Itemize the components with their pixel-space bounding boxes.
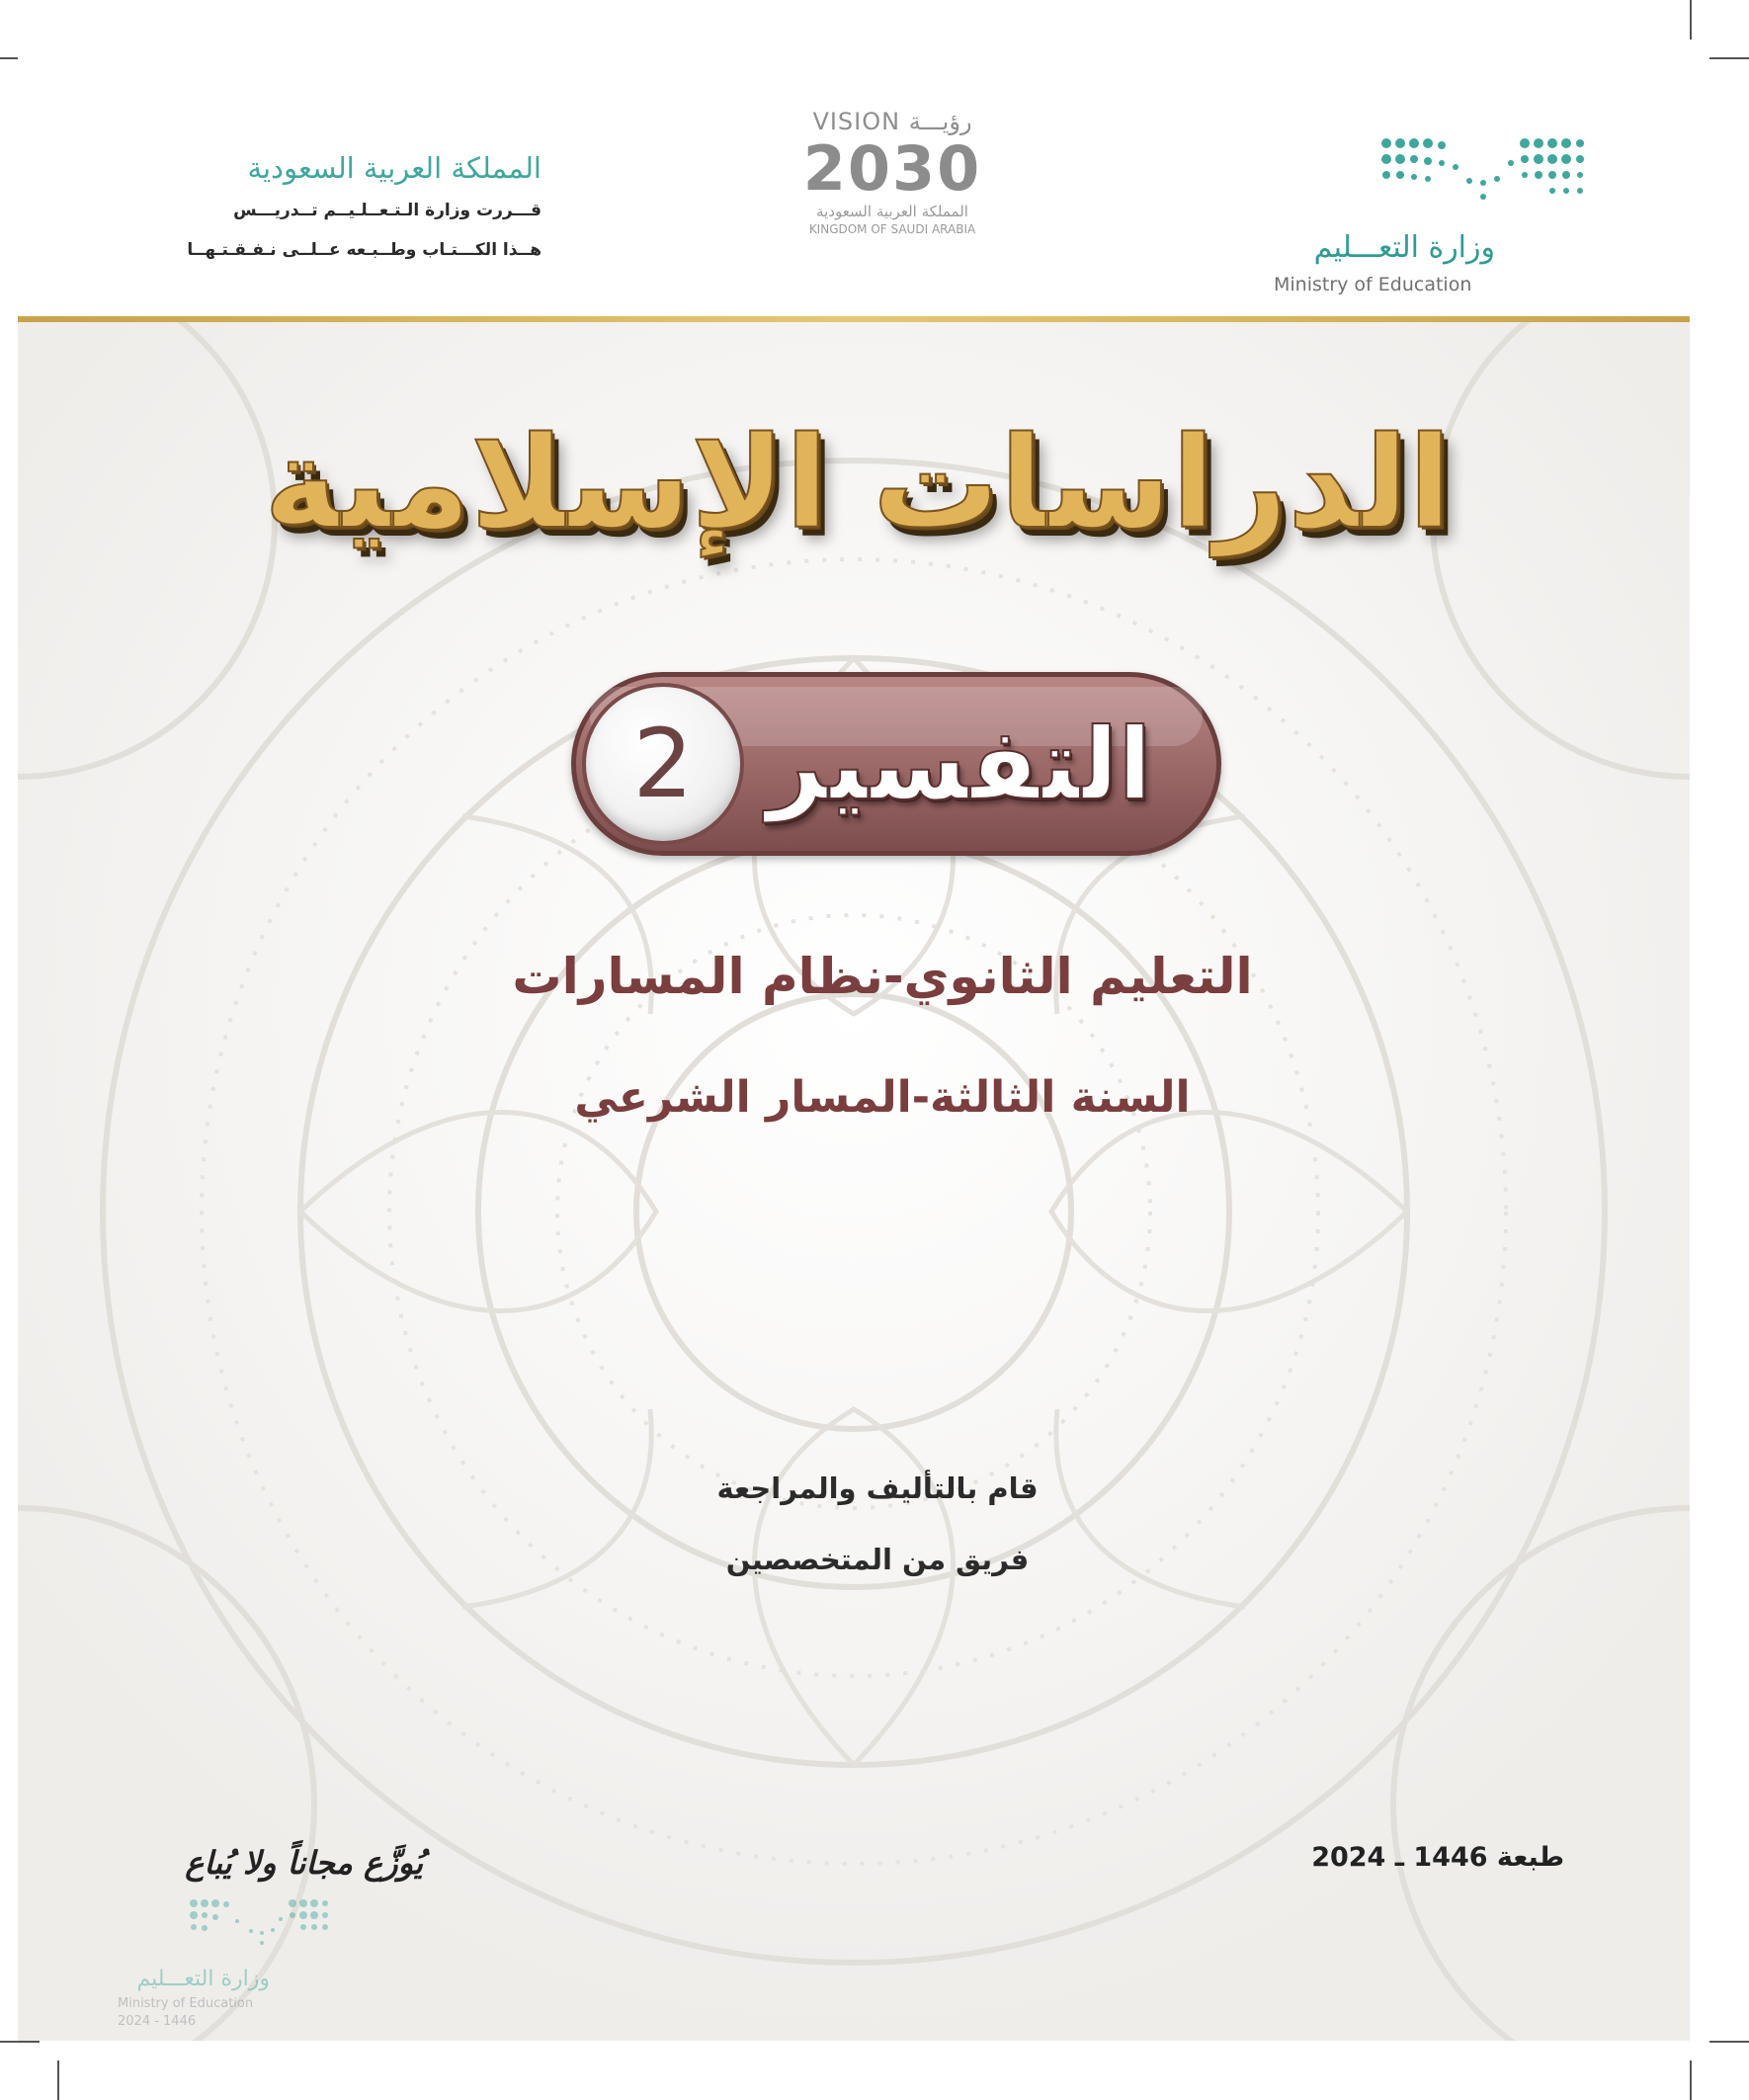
small-ministry-dots-icon: [186, 1895, 334, 1955]
book-cover: [18, 0, 1690, 2041]
authorship-label: قام بالتأليف والمراجعة: [716, 1471, 1039, 1505]
small-ministry-english: Ministry of Education: [118, 1996, 254, 2011]
printing-line: هــذا الكـــتـاب وطــبـعه عــلــى نـفـقـتـهــا: [187, 240, 541, 260]
subject-badge: [571, 672, 1221, 856]
volume-disc: [582, 683, 744, 845]
free-distribution-note: يُوزَّع مجاناً ولا يُباع: [185, 1844, 423, 1882]
arabesque-pattern: [18, 322, 1690, 2041]
kingdom-block: [166, 148, 541, 267]
authorship-team: فريق من المتخصصين: [725, 1543, 1030, 1576]
vision-2030-logo: [779, 107, 1006, 255]
ministry-english-name: Ministry of Education: [1274, 274, 1472, 295]
ministry-arabic-name: وزارة التعـــليم: [1313, 230, 1495, 265]
ministry-dots-icon: [1376, 133, 1584, 212]
edition-year: طبعة 1446 ـ 2024: [1311, 1842, 1564, 1873]
crop-mark: [1709, 57, 1749, 59]
grade-track: السنة الثالثة-المسار الشرعي: [574, 1072, 1191, 1123]
crop-mark: [1690, 0, 1692, 40]
vision-arabic: المملكة العربية السعودية: [816, 203, 968, 220]
crop-mark: [1709, 2041, 1749, 2043]
vision-label: VISION رؤيـــة: [812, 108, 972, 135]
vision-number: 2030: [802, 132, 982, 205]
small-ministry-logo: [112, 1895, 339, 2034]
ministry-logo: [1258, 133, 1554, 301]
subject-name: التفسير: [767, 707, 1152, 822]
crop-mark: [0, 2041, 40, 2043]
gold-divider: [18, 316, 1690, 322]
book-title: الدراسات الإسلامية: [264, 410, 1452, 557]
kingdom-name: المملكة العربية السعودية: [247, 151, 541, 185]
ministry-decision-line: قـــررت وزارة الـتـعــلـيــم تــدريـــس: [233, 201, 541, 220]
education-stage: التعليم الثانوي-نظام المسارات: [512, 948, 1253, 1005]
crop-mark: [57, 2060, 59, 2100]
small-ministry-year: 2024 - 1446: [118, 2014, 197, 2029]
volume-number: 2: [632, 709, 694, 819]
small-ministry-arabic: وزارة التعـــليم: [136, 1967, 270, 1991]
crop-mark: [1690, 2060, 1692, 2100]
vision-english: KINGDOM OF SAUDI ARABIA: [808, 222, 976, 236]
